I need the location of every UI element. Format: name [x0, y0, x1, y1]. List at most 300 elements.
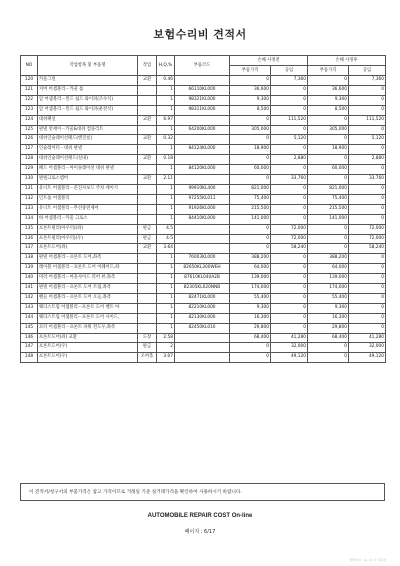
table-row — [21, 343, 386, 353]
row-item: 판넬 앗세이－카울&대쉬 컴플리트 — [38, 125, 138, 135]
row-part-price-after: 0 — [308, 115, 349, 125]
row-part-price-before: 139,000 — [230, 274, 271, 284]
table-row — [21, 264, 386, 274]
row-work: 교환 — [138, 115, 157, 125]
row-hq: 2.11 — [157, 175, 175, 185]
row-labor-before: 72,000 — [271, 224, 308, 234]
row-labor-after: 72,000 — [349, 224, 386, 234]
table-row — [21, 85, 386, 95]
row-hq: 4.5 — [157, 224, 175, 234]
row-item: 레이블 어셈블리－프론트 도어 어웨이드,좌 — [38, 264, 138, 274]
row-labor-before: 5,120 — [271, 135, 308, 145]
row-labor-after: 5,120 — [349, 135, 386, 145]
row-work: 판금 — [138, 343, 157, 353]
row-no: 123 — [21, 105, 38, 115]
row-labor-after: 58,240 — [349, 244, 386, 254]
row-item: 암 어셈블리－윈드 쉴드 와이퍼(조수석) — [38, 95, 138, 105]
row-part-price-before: 141,000 — [230, 214, 271, 224]
row-labor-after: 0 — [349, 293, 386, 303]
table-row — [21, 353, 386, 363]
row-hq: 1 — [157, 313, 175, 323]
row-part-price-before: 215,500 — [230, 204, 271, 214]
row-hq: 1 — [157, 254, 175, 264]
row-no: 127 — [21, 145, 38, 155]
header-labor-after: 공임 — [349, 66, 386, 76]
row-labor-before: 72,000 — [271, 234, 308, 244]
row-labor-before: 49,120 — [271, 353, 308, 363]
row-hq: 3.07 — [157, 353, 175, 363]
row-no: 131 — [21, 184, 38, 194]
estimate-table — [20, 55, 386, 363]
row-hq: 1 — [157, 264, 175, 274]
row-item: 패드 어셈블리－아이솔레이션 대쉬 판넬 — [38, 165, 138, 175]
row-part-price-after: 0 — [308, 244, 349, 254]
row-work: 판금 — [138, 224, 157, 234]
row-item: 유너트 어셈블리－무선충전제어 — [38, 204, 138, 214]
row-labor-after: 0 — [349, 165, 386, 175]
row-part-price-after: 0 — [308, 353, 349, 363]
row-hq: 2.58 — [157, 333, 175, 343]
row-part-price-before: 29,800 — [230, 323, 271, 333]
row-no: 138 — [21, 254, 38, 264]
row-code: 64200KL000 — [175, 125, 230, 135]
row-work — [138, 184, 157, 194]
row-labor-before: 0 — [271, 323, 308, 333]
row-part-price-after: 60,000 — [308, 165, 349, 175]
row-work: 교환 — [138, 155, 157, 165]
row-no: 129 — [21, 165, 38, 175]
row-no: 135 — [21, 224, 38, 234]
row-no: 140 — [21, 274, 38, 284]
row-work — [138, 293, 157, 303]
table-row — [21, 184, 386, 194]
table-row — [21, 105, 386, 115]
row-part-price-before: 9,300 — [230, 95, 271, 105]
row-work — [138, 214, 157, 224]
row-labor-after: 0 — [349, 303, 386, 313]
row-item: 대쉬패널 — [38, 115, 138, 125]
row-work: 교환 — [138, 135, 157, 145]
table-row — [21, 284, 386, 294]
row-work — [138, 264, 157, 274]
row-item: 핸들 어셈블리－프론트 도어 오들,좌측 — [38, 293, 138, 303]
row-work — [138, 105, 157, 115]
row-part-price-after: 16,300 — [308, 313, 349, 323]
row-no: 147 — [21, 343, 38, 353]
row-hq: 1 — [157, 214, 175, 224]
row-item: 판넬크로스멤버 — [38, 175, 138, 185]
row-labor-after: 32,000 — [349, 343, 386, 353]
row-code — [175, 175, 230, 185]
header-code: 부품코드 — [175, 56, 230, 76]
row-part-price-after: 174,000 — [308, 284, 349, 294]
header-after: 손해 사정후 — [308, 56, 386, 66]
row-part-price-after: 821,000 — [308, 184, 349, 194]
issue-stamp: 발행일자 : by 1A 가 이원장 — [349, 558, 386, 562]
row-work — [138, 95, 157, 105]
row-code: 84410KL000 — [175, 214, 230, 224]
row-labor-before: 0 — [271, 165, 308, 175]
row-code: 82210KL000 — [175, 303, 230, 313]
row-item: 대쉬인슐레이션패드(실내) — [38, 155, 138, 165]
row-item: 대쉬인슐레이션패드(엔진룸) — [38, 135, 138, 145]
table-row — [21, 135, 386, 145]
row-item: 웨더스트립 어셈블리－프론트 도어 사이드, — [38, 313, 138, 323]
row-work — [138, 323, 157, 333]
row-labor-before: 0 — [271, 194, 308, 204]
row-work: 판금 — [138, 234, 157, 244]
row-labor-before: 0 — [271, 125, 308, 135]
row-item: 카울그릴 — [38, 76, 138, 86]
row-hq: 4.5 — [157, 234, 175, 244]
row-item: 모터 어셈블리－프론트 파워 윈도우,좌측 — [38, 323, 138, 333]
row-code: 97255KL011 — [175, 194, 230, 204]
row-no: 141 — [21, 284, 38, 294]
row-part-price-before: 55,400 — [230, 293, 271, 303]
row-no: 145 — [21, 323, 38, 333]
row-labor-before: 0 — [271, 264, 308, 274]
row-item: 판넬 어셈블리－프론트 도어,좌측 — [38, 254, 138, 264]
row-part-price-after: 9,300 — [308, 303, 349, 313]
row-part-price-before: 0 — [230, 234, 271, 244]
row-labor-before: 0 — [271, 254, 308, 264]
row-code — [175, 155, 230, 165]
row-labor-before: 0 — [271, 204, 308, 214]
row-code: 84124KL000 — [175, 145, 230, 155]
row-labor-after: 0 — [349, 214, 386, 224]
row-part-price-after: 36,600 — [308, 85, 349, 95]
row-work — [138, 145, 157, 155]
row-no: 133 — [21, 204, 38, 214]
row-hq: 0.46 — [157, 76, 175, 86]
row-part-price-after: 18,900 — [308, 145, 349, 155]
row-labor-after: 0 — [349, 254, 386, 264]
row-no: 121 — [21, 85, 38, 95]
table-row — [21, 333, 386, 343]
row-part-price-before: 60,000 — [230, 165, 271, 175]
row-part-price-after: 141,000 — [308, 214, 349, 224]
header-part-price-before: 부품가격 — [230, 66, 271, 76]
row-part-price-after: 55,400 — [308, 293, 349, 303]
row-code: 98321KL000 — [175, 95, 230, 105]
row-labor-before: 0 — [271, 95, 308, 105]
row-code — [175, 333, 230, 343]
row-no: 125 — [21, 125, 38, 135]
row-labor-after: 41,280 — [349, 333, 386, 343]
row-labor-before: 0 — [271, 284, 308, 294]
table-row — [21, 95, 386, 105]
row-labor-after: 72,000 — [349, 234, 386, 244]
table-row — [21, 313, 386, 323]
table-row — [21, 303, 386, 313]
table-row — [21, 175, 386, 185]
header-before: 손해 사정전 — [230, 56, 308, 66]
row-labor-after: 0 — [349, 264, 386, 274]
row-code — [175, 343, 230, 353]
row-code: 98311KL000 — [175, 105, 230, 115]
header-work: 작업 — [138, 56, 157, 76]
row-work — [138, 204, 157, 214]
row-labor-before: 33,760 — [271, 175, 308, 185]
row-labor-after: 0 — [349, 313, 386, 323]
row-no: 136 — [21, 234, 38, 244]
row-work: 교환 — [138, 76, 157, 86]
row-part-price-before: 0 — [230, 76, 271, 86]
row-labor-before: 0 — [271, 293, 308, 303]
row-no: 146 — [21, 333, 38, 343]
row-item: 유너트 어셈블리－콘진자보드 주차 케이기 — [38, 184, 138, 194]
row-code: 82130KL000 — [175, 313, 230, 323]
row-labor-before: 0 — [271, 313, 308, 323]
row-part-price-after: 64,000 — [308, 264, 349, 274]
row-code: 99910KL400 — [175, 184, 230, 194]
row-part-price-after: 0 — [308, 135, 349, 145]
row-code: 76003KL000 — [175, 254, 230, 264]
row-hq: 1 — [157, 125, 175, 135]
row-part-price-before: 305,000 — [230, 125, 271, 135]
row-code — [175, 115, 230, 125]
row-labor-before: 32,000 — [271, 343, 308, 353]
table-row — [21, 224, 386, 234]
row-hq: 1 — [157, 145, 175, 155]
row-part-price-before: 9,300 — [230, 303, 271, 313]
row-item: 인슐레이터－대쉬 판넬 — [38, 145, 138, 155]
row-item: 프론트도어(우) — [38, 343, 138, 353]
row-part-price-after: 388,200 — [308, 254, 349, 264]
row-no: 122 — [21, 95, 38, 105]
row-hq: 1 — [157, 274, 175, 284]
row-part-price-before: 75,400 — [230, 194, 271, 204]
row-labor-after: 49,120 — [349, 353, 386, 363]
row-item: 미러 어셈블리－아웃사이드 리어 뷰,좌측 — [38, 274, 138, 284]
row-part-price-before: 0 — [230, 135, 271, 145]
row-labor-after: 0 — [349, 95, 386, 105]
row-code: 84120KL000 — [175, 165, 230, 175]
row-part-price-before: 821,000 — [230, 184, 271, 194]
header-no: NO — [21, 56, 38, 76]
table-row — [21, 274, 386, 284]
table-row — [21, 214, 386, 224]
row-labor-after: 0 — [349, 204, 386, 214]
row-part-price-before: 16,300 — [230, 313, 271, 323]
row-work — [138, 313, 157, 323]
row-labor-after: 2,880 — [349, 155, 386, 165]
row-item: 프론트도어(우) — [38, 353, 138, 363]
table-row — [21, 194, 386, 204]
row-code: 91926KL000 — [175, 204, 230, 214]
row-part-price-before: 64,000 — [230, 264, 271, 274]
row-work: 교환 — [138, 175, 157, 185]
row-part-price-before: 18,900 — [230, 145, 271, 155]
row-labor-after: 0 — [349, 125, 386, 135]
row-labor-before: 0 — [271, 274, 308, 284]
row-labor-after: 0 — [349, 284, 386, 294]
row-part-price-after: 139,000 — [308, 274, 349, 284]
row-part-price-before: 0 — [230, 155, 271, 165]
row-item: 프론트필러(아우터)(우) — [38, 234, 138, 244]
row-labor-after: 111,520 — [349, 115, 386, 125]
row-no: 132 — [21, 194, 38, 204]
row-labor-after: 0 — [349, 274, 386, 284]
row-labor-after: 0 — [349, 184, 386, 194]
table-row — [21, 204, 386, 214]
row-work: 도장 — [138, 333, 157, 343]
row-item: 프론트도어(좌) 교환 — [38, 333, 138, 343]
row-code: 82450KL010 — [175, 323, 230, 333]
row-work — [138, 284, 157, 294]
row-code — [175, 234, 230, 244]
row-hq: 1 — [157, 105, 175, 115]
row-part-price-before: 388,200 — [230, 254, 271, 264]
row-labor-before: 0 — [271, 303, 308, 313]
row-part-price-before: 68,400 — [230, 333, 271, 343]
row-part-price-before: 36,600 — [230, 85, 271, 95]
row-hq: 0.18 — [157, 155, 175, 165]
row-hq: 1 — [157, 293, 175, 303]
row-work: 교환 — [138, 244, 157, 254]
row-no: 143 — [21, 303, 38, 313]
row-part-price-after: 0 — [308, 234, 349, 244]
row-hq: 3.64 — [157, 244, 175, 254]
row-no: 128 — [21, 155, 38, 165]
row-work — [138, 125, 157, 135]
row-no: 124 — [21, 115, 38, 125]
table-row — [21, 165, 386, 175]
row-labor-after: 0 — [349, 85, 386, 95]
row-work — [138, 274, 157, 284]
row-labor-before: 111,520 — [271, 115, 308, 125]
table-row — [21, 244, 386, 254]
row-work — [138, 303, 157, 313]
row-item: 프론트도어(좌) — [38, 244, 138, 254]
table-row — [21, 125, 386, 135]
row-item: 커버 어셈블리－카울 톱 — [38, 85, 138, 95]
row-hq: 1 — [157, 85, 175, 95]
row-item: 바 어셈블리－카울 크로스 — [38, 214, 138, 224]
row-part-price-after: 9,300 — [308, 95, 349, 105]
row-code — [175, 135, 230, 145]
row-hq: 0.32 — [157, 135, 175, 145]
row-hq: 2 — [157, 343, 175, 353]
header-hq: H,Q,% — [157, 56, 175, 76]
row-part-price-before: 174,000 — [230, 284, 271, 294]
table-row — [21, 234, 386, 244]
row-no: 144 — [21, 313, 38, 323]
row-no: 139 — [21, 264, 38, 274]
row-hq: 1 — [157, 194, 175, 204]
row-no: 126 — [21, 135, 38, 145]
row-hq: 1 — [157, 284, 175, 294]
footer-brand: AUTOMOBILE REPAIR COST On-line — [147, 513, 253, 519]
disclaimer-note: 이 견적서/청구서의 부품가격은 참고 가격이므로 거래일 기준 실거래가격을 확인하여 사용하시기 바랍니다. — [20, 483, 385, 501]
row-no: 134 — [21, 214, 38, 224]
row-hq: 1 — [157, 204, 175, 214]
row-item: 프론트필러(아우터)(좌) — [38, 224, 138, 234]
row-no: 142 — [21, 293, 38, 303]
table-row — [21, 76, 386, 86]
table-row — [21, 323, 386, 333]
row-part-price-before: 0 — [230, 224, 271, 234]
table-row — [21, 293, 386, 303]
row-work — [138, 194, 157, 204]
row-no: 120 — [21, 76, 38, 86]
row-hq: 1 — [157, 165, 175, 175]
row-code: 87610KL040A2B — [175, 274, 230, 284]
table-row — [21, 254, 386, 264]
header-item: 작업항목 및 부품명 — [38, 56, 138, 76]
page-number: 페이지 : 6/17 — [184, 529, 216, 535]
row-work — [138, 165, 157, 175]
row-no: 148 — [21, 353, 38, 363]
row-no: 130 — [21, 175, 38, 185]
row-part-price-after: 75,400 — [308, 194, 349, 204]
row-labor-after: 0 — [349, 105, 386, 115]
header-labor-before: 공임 — [271, 66, 308, 76]
row-code — [175, 76, 230, 86]
row-labor-after: 7,360 — [349, 76, 386, 86]
row-work: 오버홀 — [138, 353, 157, 363]
table-row — [21, 145, 386, 155]
row-labor-after: 33,760 — [349, 175, 386, 185]
row-part-price-before: 0 — [230, 353, 271, 363]
row-labor-after: 0 — [349, 145, 386, 155]
row-part-price-after: 29,800 — [308, 323, 349, 333]
header-part-price-after: 부품가격 — [308, 66, 349, 76]
row-item: 암 어셈블리－윈드 쉴드 와이퍼(운전석) — [38, 105, 138, 115]
row-part-price-before: 0 — [230, 343, 271, 353]
row-part-price-after: 0 — [308, 224, 349, 234]
row-code: 66110KL000 — [175, 85, 230, 95]
row-hq: 1 — [157, 303, 175, 313]
row-code: 82305KL020NNB — [175, 284, 230, 294]
row-code — [175, 244, 230, 254]
row-hq: 1 — [157, 184, 175, 194]
table-body — [21, 76, 386, 363]
row-code: 82650KL300WEH — [175, 264, 230, 274]
row-part-price-before: 0 — [230, 244, 271, 254]
row-part-price-after: 0 — [308, 343, 349, 353]
row-labor-after: 0 — [349, 194, 386, 204]
row-code — [175, 353, 230, 363]
row-labor-before: 0 — [271, 105, 308, 115]
row-hq: 6.97 — [157, 115, 175, 125]
row-no: 137 — [21, 244, 38, 254]
row-part-price-after: 0 — [308, 76, 349, 86]
row-part-price-before: 8,500 — [230, 105, 271, 115]
row-part-price-after: 8,500 — [308, 105, 349, 115]
row-labor-before: 0 — [271, 145, 308, 155]
row-labor-after: 0 — [349, 323, 386, 333]
row-part-price-after: 305,000 — [308, 125, 349, 135]
row-labor-before: 2,880 — [271, 155, 308, 165]
page-title: 보험수리비 견적서 — [153, 28, 247, 41]
row-code — [175, 224, 230, 234]
row-labor-before: 0 — [271, 214, 308, 224]
table-row — [21, 155, 386, 165]
row-part-price-before: 0 — [230, 175, 271, 185]
row-labor-before: 0 — [271, 85, 308, 95]
row-part-price-after: 0 — [308, 175, 349, 185]
row-hq: 1 — [157, 323, 175, 333]
row-item: 인트룰 어셈블리 — [38, 194, 138, 204]
table-row — [21, 115, 386, 125]
row-item: 웨더스트립 어셈블리－프론트 도어 벨트 아 — [38, 303, 138, 313]
row-labor-before: 58,240 — [271, 244, 308, 254]
row-hq: 1 — [157, 95, 175, 105]
row-part-price-after: 68,400 — [308, 333, 349, 343]
row-code: 82471KL000 — [175, 293, 230, 303]
row-labor-before: 7,360 — [271, 76, 308, 86]
